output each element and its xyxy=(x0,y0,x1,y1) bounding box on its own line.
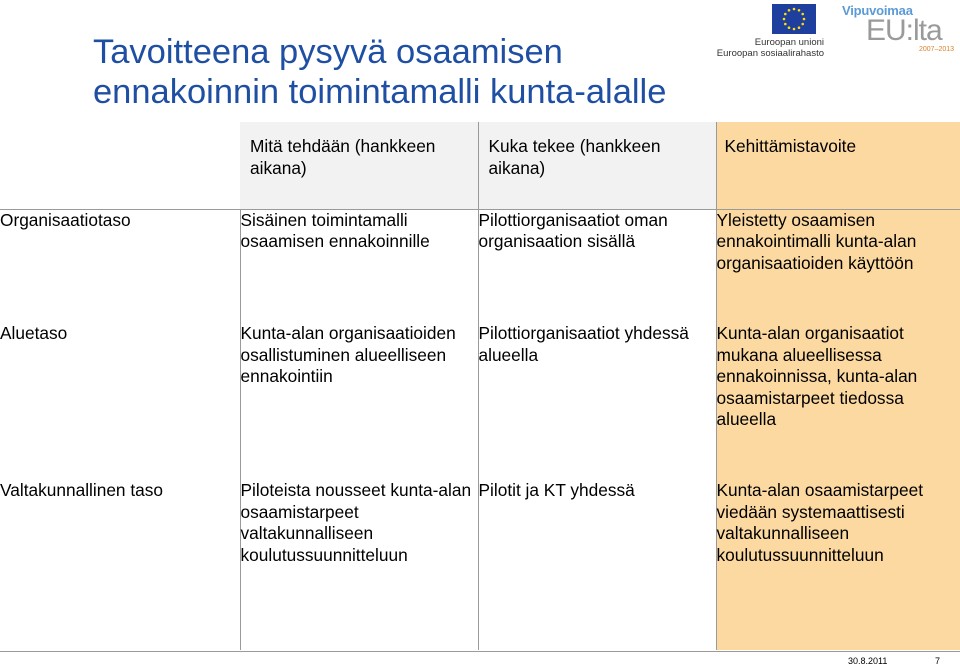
eu-line-1: Euroopan unioni xyxy=(754,37,824,48)
eulta-logo-text: EU:lta xyxy=(866,14,942,47)
eu-flag-logo xyxy=(772,4,816,34)
footer-divider xyxy=(0,651,960,652)
cell-who: Pilottiorganisaatiot oman organisaation sisällä xyxy=(478,209,716,323)
footer-date: 30.8.2011 xyxy=(848,656,888,666)
planning-table xyxy=(0,122,960,650)
vipuvoimaa-years: 2007–2013 xyxy=(919,46,955,53)
cell-what: Sisäinen toimintamalli osaamisen ennakoinnille xyxy=(240,209,478,323)
slide-title xyxy=(93,32,666,112)
title-line-2: ennakoinnin toimintamalli kunta-alalle xyxy=(93,73,667,111)
cell-goal: Kunta-alan osaamistarpeet viedään systemaattisesti valtakunnalliseen koulutussuunnitteluun xyxy=(716,480,960,650)
row-label: Valtakunnallinen taso xyxy=(0,480,240,650)
cell-goal: Yleistetty osaamisen ennakointimalli kunta-alan organisaatioiden käyttöön xyxy=(716,209,960,323)
cell-goal: Kunta-alan organisaatiot mukana alueellisessa ennakoinnissa, kunta-alan osaamistarpeet tiedossa alueella xyxy=(716,323,960,480)
header-cell-goal: Kehittämistavoite xyxy=(716,122,960,209)
header-cell-who: Kuka tekee (hankkeen aikana) xyxy=(478,122,716,209)
eu-stars-icon xyxy=(772,4,816,34)
cell-who: Pilottiorganisaatiot yhdessä alueella xyxy=(478,323,716,480)
row-label: Aluetaso xyxy=(0,323,240,480)
table-row xyxy=(0,323,960,480)
table-row xyxy=(0,480,960,650)
title-line-1: Tavoitteena pysyvä osaamisen xyxy=(93,33,563,71)
eu-logo-text xyxy=(716,37,824,59)
cell-what: Kunta-alan organisaatioiden osallistuminen alueelliseen ennakointiin xyxy=(240,323,478,480)
header-cell-empty xyxy=(0,122,240,209)
eu-line-2: Euroopan sosiaalirahasto xyxy=(716,48,824,59)
header-cell-what: Mitä tehdään (hankkeen aikana) xyxy=(240,122,478,209)
vipuvoimaa-logo-text: Vipuvoimaa xyxy=(842,3,913,18)
table-header-row xyxy=(0,122,960,209)
row-label: Organisaatiotaso xyxy=(0,209,240,323)
cell-who: Pilotit ja KT yhdessä xyxy=(478,480,716,650)
table-row xyxy=(0,209,960,323)
footer-page-number: 7 xyxy=(935,656,941,666)
cell-what: Piloteista nousseet kunta-alan osaamistarpeet valtakunnalliseen koulutussuunnitteluun xyxy=(240,480,478,650)
